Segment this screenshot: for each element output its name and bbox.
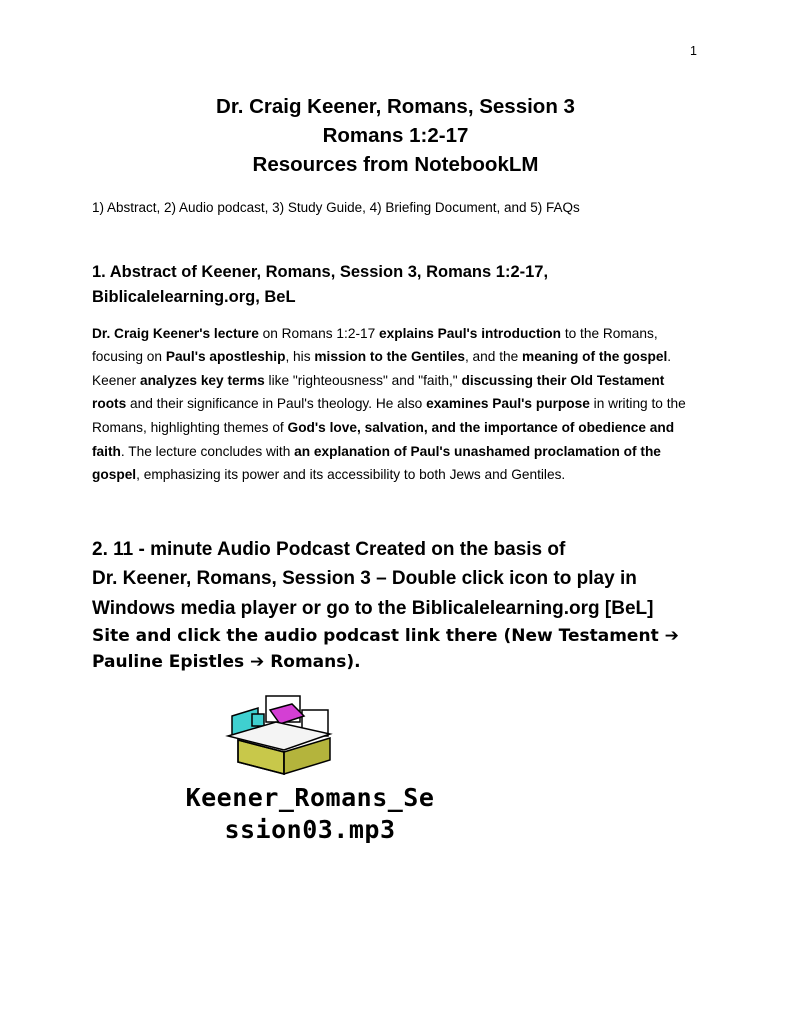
section-1-heading-line-2: Biblicalelearning.org, BeL xyxy=(92,287,296,306)
media-filename xyxy=(100,782,520,846)
page-number: 1 xyxy=(690,44,697,58)
section-2-heading xyxy=(92,535,699,676)
section-1-heading xyxy=(92,260,699,310)
title-line-2: Romans 1:2-17 xyxy=(322,124,469,148)
section-1-heading-line-1: 1. Abstract of Keener, Romans, Session 3, Romans 1:2-17, xyxy=(92,263,549,282)
document-title xyxy=(92,92,699,179)
section-2-heading-line-1: 2. 11 - minute Audio Podcast Created on the basis of xyxy=(92,538,566,560)
section-2-heading-line-3: Windows media player or go to the Biblicalelearning.org [BeL] xyxy=(92,597,654,619)
section-1-paragraph: Dr. Craig Keener's lecture on Romans 1:2-17 explains Paul's introduction to the Romans, focusing on Paul's apostleship, his mission to the Gentiles, and the meaning of the gospel. Keener analyzes key terms like "righteousness" and "faith," discussing their Old Testament roots and their significance in Paul's theology. He also examines Paul's purpose in writing to the Romans, highlighting themes of God's love, salvation, and the importance of obedience and faith. The lecture concludes with an explanation of Paul's unashamed proclamation of the gospel, emphasizing its power and its accessibility to both Jews and Gentiles. xyxy=(92,325,686,483)
section-2-heading-line-5: Pauline Epistles ➔ Romans). xyxy=(92,652,361,673)
media-filename-line-2: ssion03.mp3 xyxy=(224,814,396,844)
section-2-heading-line-2: Dr. Keener, Romans, Session 3 – Double click icon to play in xyxy=(92,568,637,590)
embedded-audio-object[interactable] xyxy=(92,690,699,850)
title-line-1: Dr. Craig Keener, Romans, Session 3 xyxy=(216,95,575,118)
media-package-icon[interactable] xyxy=(218,694,343,776)
title-line-3: Resources from NotebookLM xyxy=(252,153,539,177)
section-2-heading-line-4: Site and click the audio podcast link there (New Testament ➔ xyxy=(92,625,679,646)
document-content xyxy=(92,92,699,850)
document-subtitle: 1) Abstract, 2) Audio podcast, 3) Study Guide, 4) Briefing Document, and 5) FAQs xyxy=(92,200,580,216)
media-filename-line-1: Keener_Romans_Se xyxy=(185,782,435,812)
